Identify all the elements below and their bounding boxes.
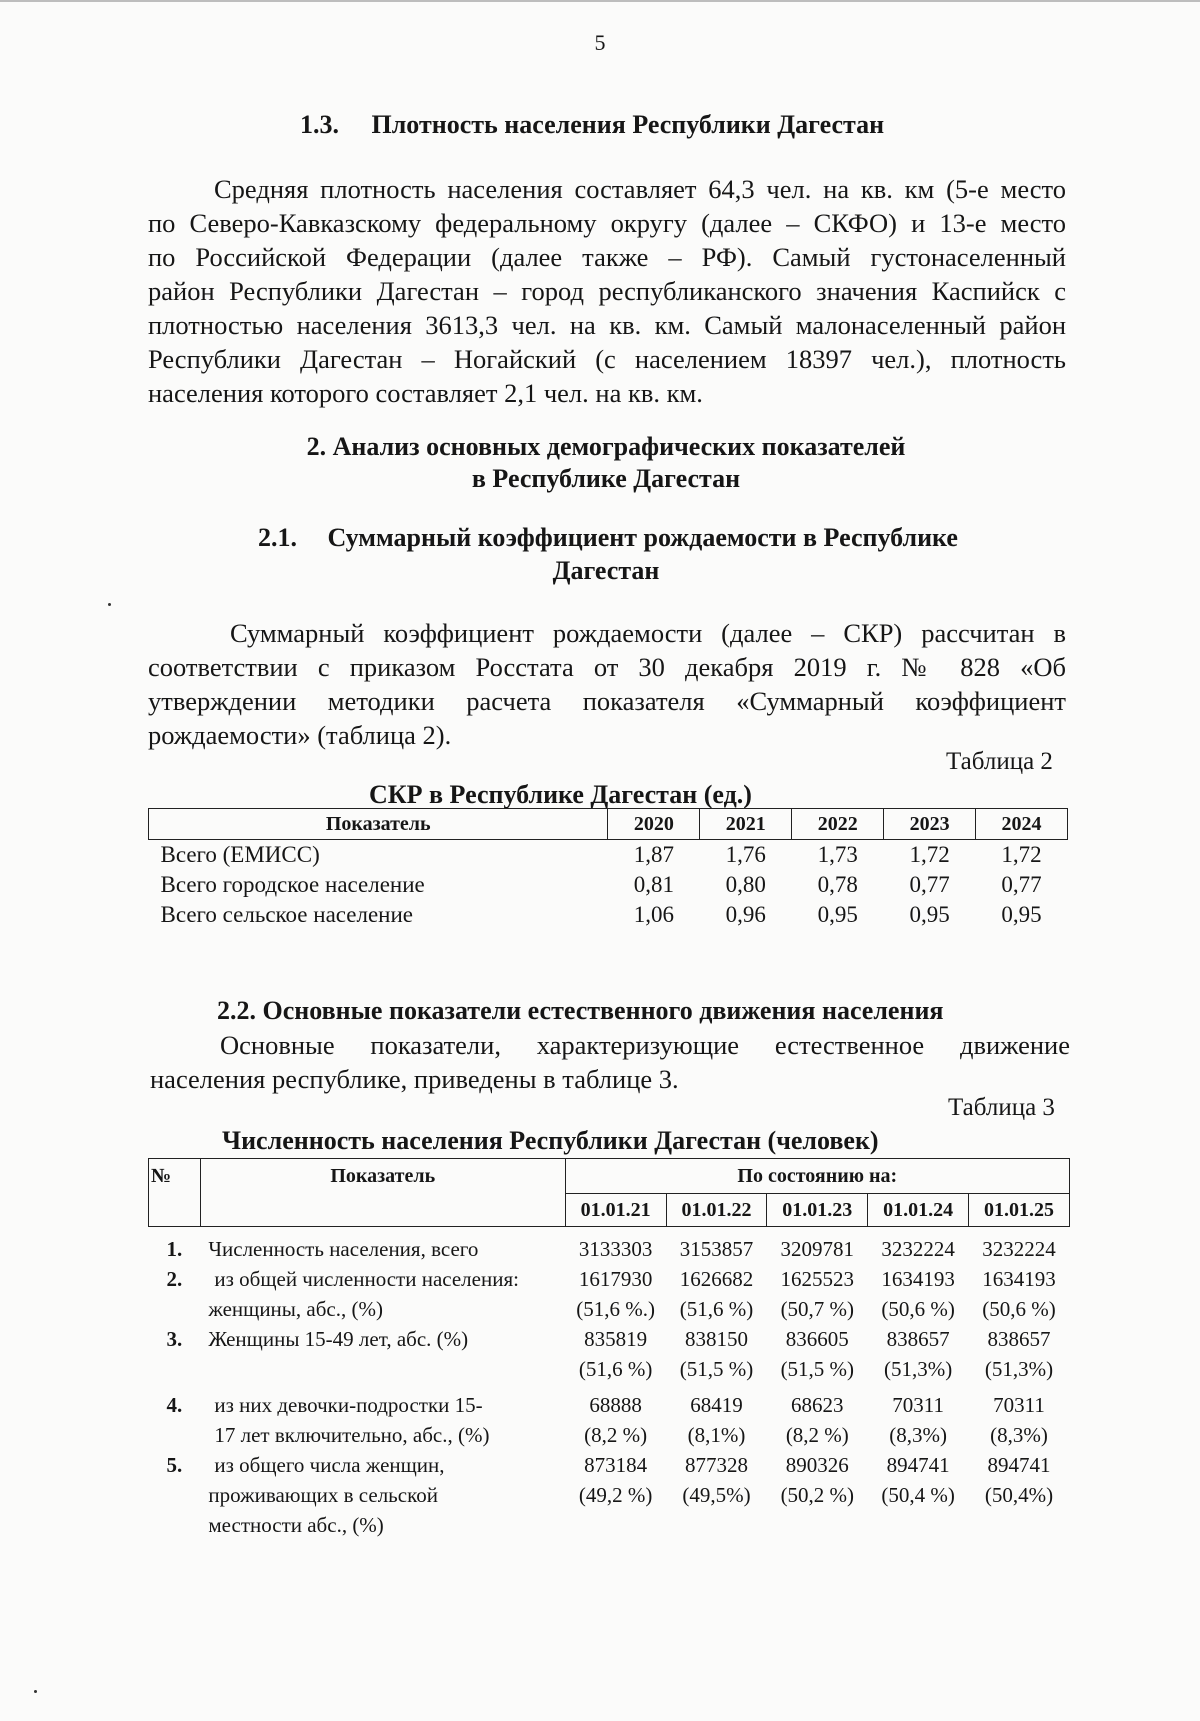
cell-value: (51,3%) bbox=[984, 1357, 1054, 1381]
paragraph-line: район Республики Дагестан – город республиканского значения Каспийск с bbox=[148, 276, 1066, 306]
cell-value: (51,5 %) bbox=[780, 1357, 855, 1381]
table-row bbox=[149, 840, 1068, 871]
section-2-1-paragraph bbox=[148, 616, 1066, 752]
column-header: Показатель bbox=[149, 809, 608, 840]
cell-value: 0,80 bbox=[725, 872, 766, 897]
page-number: 5 bbox=[594, 30, 606, 55]
cell-value: (49,5%) bbox=[682, 1483, 751, 1507]
table-row bbox=[149, 1327, 1070, 1357]
paragraph-line: по Северо-Кавказскому федеральному округу (далее – СКФО) и 13-е место bbox=[148, 208, 1066, 238]
cell-value: (51,5 %) bbox=[679, 1357, 754, 1381]
row-number: 3. bbox=[166, 1327, 183, 1351]
cell-value bbox=[868, 1513, 969, 1543]
section-title: Суммарный коэффициент рождаемости в Республике bbox=[327, 523, 958, 552]
paragraph-line: населения республике, приведены в таблице 3. bbox=[150, 1064, 679, 1094]
cell-value: 894741 bbox=[987, 1453, 1051, 1477]
section-1-3-paragraph bbox=[148, 172, 1066, 410]
cell-value: (50,4 %) bbox=[881, 1483, 955, 1507]
row-label: местности абс., (%) bbox=[208, 1513, 384, 1537]
column-group-header: По состоянию на: bbox=[565, 1159, 1069, 1194]
cell-value: (50,4%) bbox=[984, 1483, 1054, 1507]
row-label: женщины, абс., (%) bbox=[208, 1297, 383, 1321]
cell-value: (51,6 %) bbox=[578, 1357, 653, 1381]
table-header-row bbox=[149, 809, 1068, 840]
row-label: из них девочки-подростки 15- bbox=[214, 1393, 483, 1417]
section-1-3-heading bbox=[300, 110, 884, 140]
column-header: 2022 bbox=[792, 809, 884, 840]
table-2 bbox=[148, 808, 1068, 930]
column-header-date: 01.01.24 bbox=[868, 1194, 969, 1227]
cell-value: 3133303 bbox=[578, 1237, 653, 1261]
paragraph-line: Республики Дагестан – Ногайский (с населением 18397 чел.), плотность bbox=[148, 344, 1066, 374]
cell-value: (51,6 %.) bbox=[576, 1297, 655, 1321]
cell-value: 835819 bbox=[584, 1327, 648, 1351]
cell-value: 3153857 bbox=[679, 1237, 754, 1261]
column-header: 2024 bbox=[976, 809, 1068, 840]
row-number bbox=[149, 1423, 201, 1453]
cell-value bbox=[666, 1513, 767, 1543]
table-row bbox=[149, 1297, 1070, 1327]
cell-value: 877328 bbox=[684, 1453, 748, 1477]
cell-value: 890326 bbox=[785, 1453, 849, 1477]
table-row bbox=[149, 1393, 1070, 1423]
cell-value: 836605 bbox=[785, 1327, 849, 1351]
paragraph-line: плотностью населения 3613,3 чел. на кв. км. Самый малонаселенный район bbox=[148, 310, 1066, 340]
cell-value: 0,77 bbox=[1001, 872, 1042, 897]
cell-value: (51,6 %) bbox=[679, 1297, 754, 1321]
cell-value: 1,87 bbox=[633, 842, 674, 867]
cell-value: 838657 bbox=[886, 1327, 950, 1351]
cell-value: 70311 bbox=[892, 1393, 945, 1417]
row-label: Численность населения, всего bbox=[208, 1237, 479, 1261]
row-number: 2. bbox=[166, 1267, 183, 1291]
section-number: 1.3. bbox=[300, 110, 339, 139]
row-number: 1. bbox=[166, 1237, 183, 1261]
cell-value: 838657 bbox=[987, 1327, 1051, 1351]
cell-value: 1,72 bbox=[1001, 842, 1042, 867]
column-header-date: 01.01.22 bbox=[666, 1194, 767, 1227]
cell-value: 68888 bbox=[589, 1393, 642, 1417]
cell-value: 0,95 bbox=[817, 902, 858, 927]
table-row bbox=[149, 1357, 1070, 1387]
paragraph-line: по Российской Федерации (далее также – РФ). Самый густонаселенный bbox=[148, 242, 1066, 272]
cell-value bbox=[767, 1513, 868, 1543]
column-header: 2023 bbox=[884, 809, 976, 840]
table-row bbox=[149, 900, 1068, 930]
column-header-indicator: Показатель bbox=[200, 1159, 565, 1227]
paragraph-line: населения которого составляет 2,1 чел. на кв. км. bbox=[148, 378, 703, 408]
cell-value: 0,78 bbox=[817, 872, 858, 897]
cell-value: 894741 bbox=[886, 1453, 950, 1477]
cell-value: 0,95 bbox=[1001, 902, 1042, 927]
table-row bbox=[149, 1237, 1070, 1267]
cell-value: 1634193 bbox=[982, 1267, 1056, 1291]
row-number bbox=[149, 1357, 201, 1387]
paragraph-line: Суммарный коэффициент рождаемости (далее – СКР) рассчитан в bbox=[230, 618, 1066, 648]
table-row bbox=[149, 1453, 1070, 1483]
cell-value: 3232224 bbox=[881, 1237, 955, 1261]
table-row bbox=[149, 1513, 1070, 1543]
cell-value: 1626682 bbox=[679, 1267, 754, 1291]
cell-value: 68419 bbox=[690, 1393, 743, 1417]
cell-value: (8,1%) bbox=[687, 1423, 746, 1447]
cell-value: 1,06 bbox=[633, 902, 674, 927]
cell-value: 0,81 bbox=[633, 872, 674, 897]
cell-value: (50,6 %) bbox=[982, 1297, 1056, 1321]
cell-value: (50,2 %) bbox=[780, 1483, 855, 1507]
table-row bbox=[149, 1267, 1070, 1297]
scan-edge bbox=[0, 0, 1200, 2]
row-label: 17 лет включительно, абс., (%) bbox=[214, 1423, 490, 1447]
scan-speck bbox=[34, 1690, 37, 1693]
row-label: Женщины 15-49 лет, абс. (%) bbox=[208, 1327, 469, 1351]
row-number: 4. bbox=[166, 1393, 183, 1417]
section-2-2-paragraph bbox=[150, 1028, 1070, 1096]
paragraph-line: рождаемости» (таблица 2). bbox=[148, 720, 452, 750]
cell-value: 0,96 bbox=[725, 902, 766, 927]
row-label: проживающих в сельской bbox=[208, 1483, 438, 1507]
paragraph-line: утверждении методики расчета показателя «Суммарный коэффициент bbox=[148, 686, 1066, 716]
cell-value: 0,95 bbox=[909, 902, 950, 927]
cell-value: (8,3%) bbox=[990, 1423, 1048, 1447]
row-label: Всего городское население bbox=[160, 872, 425, 897]
row-label: Всего (ЕМИСС) bbox=[160, 842, 320, 867]
row-number bbox=[149, 1297, 201, 1327]
cell-value: (50,7 %) bbox=[780, 1297, 855, 1321]
scan-speck bbox=[108, 603, 111, 606]
table-header-row bbox=[149, 1159, 1070, 1194]
cell-value: (8,2 %) bbox=[785, 1423, 849, 1447]
section-2-1-heading bbox=[258, 523, 958, 553]
table-row bbox=[149, 1423, 1070, 1453]
column-header-date: 01.01.25 bbox=[969, 1194, 1070, 1227]
cell-value: (51,3%) bbox=[884, 1357, 953, 1381]
section-title: Плотность населения Республики Дагестан bbox=[371, 110, 885, 139]
section-2-heading-line2: в Республике Дагестан bbox=[471, 464, 741, 493]
column-header: 2021 bbox=[700, 809, 792, 840]
column-header-number: № bbox=[149, 1159, 201, 1227]
row-label bbox=[200, 1357, 565, 1387]
cell-value: 3209781 bbox=[780, 1237, 855, 1261]
cell-value: 1625523 bbox=[780, 1267, 855, 1291]
cell-value: 3232224 bbox=[982, 1237, 1056, 1261]
table-2-caption: Таблица 2 bbox=[946, 748, 1053, 775]
table-3-caption: Таблица 3 bbox=[948, 1094, 1055, 1121]
cell-value: 873184 bbox=[584, 1453, 648, 1477]
cell-value bbox=[565, 1513, 666, 1543]
cell-value: 1,73 bbox=[817, 842, 858, 867]
cell-value: 1634193 bbox=[881, 1267, 955, 1291]
table-row bbox=[149, 1483, 1070, 1513]
table-3 bbox=[148, 1158, 1070, 1543]
section-2-2-heading: 2.2. Основные показатели естественного движения населения bbox=[217, 996, 944, 1025]
table-2-title: СКР в Республике Дагестан (ед.) bbox=[369, 780, 752, 809]
column-header: 2020 bbox=[608, 809, 700, 840]
cell-value: (49,2 %) bbox=[578, 1483, 653, 1507]
column-header-date: 01.01.21 bbox=[565, 1194, 666, 1227]
cell-value: 1,76 bbox=[725, 842, 766, 867]
row-number: 5. bbox=[166, 1453, 183, 1477]
section-number: 2.1. bbox=[258, 523, 297, 552]
row-label: из общего числа женщин, bbox=[214, 1453, 445, 1477]
cell-value bbox=[969, 1513, 1070, 1543]
column-header-date: 01.01.23 bbox=[767, 1194, 868, 1227]
cell-value: 1617930 bbox=[578, 1267, 653, 1291]
cell-value: (8,3%) bbox=[889, 1423, 948, 1447]
row-label: Всего сельское население bbox=[160, 902, 413, 927]
cell-value: 68623 bbox=[791, 1393, 844, 1417]
cell-value: (8,2 %) bbox=[584, 1423, 648, 1447]
row-label: из общей численности населения: bbox=[214, 1267, 519, 1291]
section-2-1-heading-line2: Дагестан bbox=[552, 556, 660, 585]
paragraph-line: Основные показатели, характеризующие естественное движение bbox=[220, 1030, 1070, 1060]
cell-value: 838150 bbox=[684, 1327, 748, 1351]
paragraph-line: соответствии с приказом Росстата от 30 декабря 2019 г. № 828 «Об bbox=[148, 652, 1066, 682]
cell-value: 1,72 bbox=[909, 842, 950, 867]
cell-value: 70311 bbox=[993, 1393, 1045, 1417]
table-3-title: Численность населения Республики Дагестан (человек) bbox=[222, 1126, 879, 1155]
row-number bbox=[149, 1483, 201, 1513]
cell-value: (50,6 %) bbox=[881, 1297, 955, 1321]
section-2-heading-line1: 2. Анализ основных демографических показателей bbox=[306, 432, 906, 461]
paragraph-line: Средняя плотность населения составляет 64,3 чел. на кв. км (5-е место bbox=[214, 174, 1066, 204]
cell-value: 0,77 bbox=[909, 872, 950, 897]
row-number bbox=[149, 1513, 201, 1543]
table-row bbox=[149, 870, 1068, 900]
